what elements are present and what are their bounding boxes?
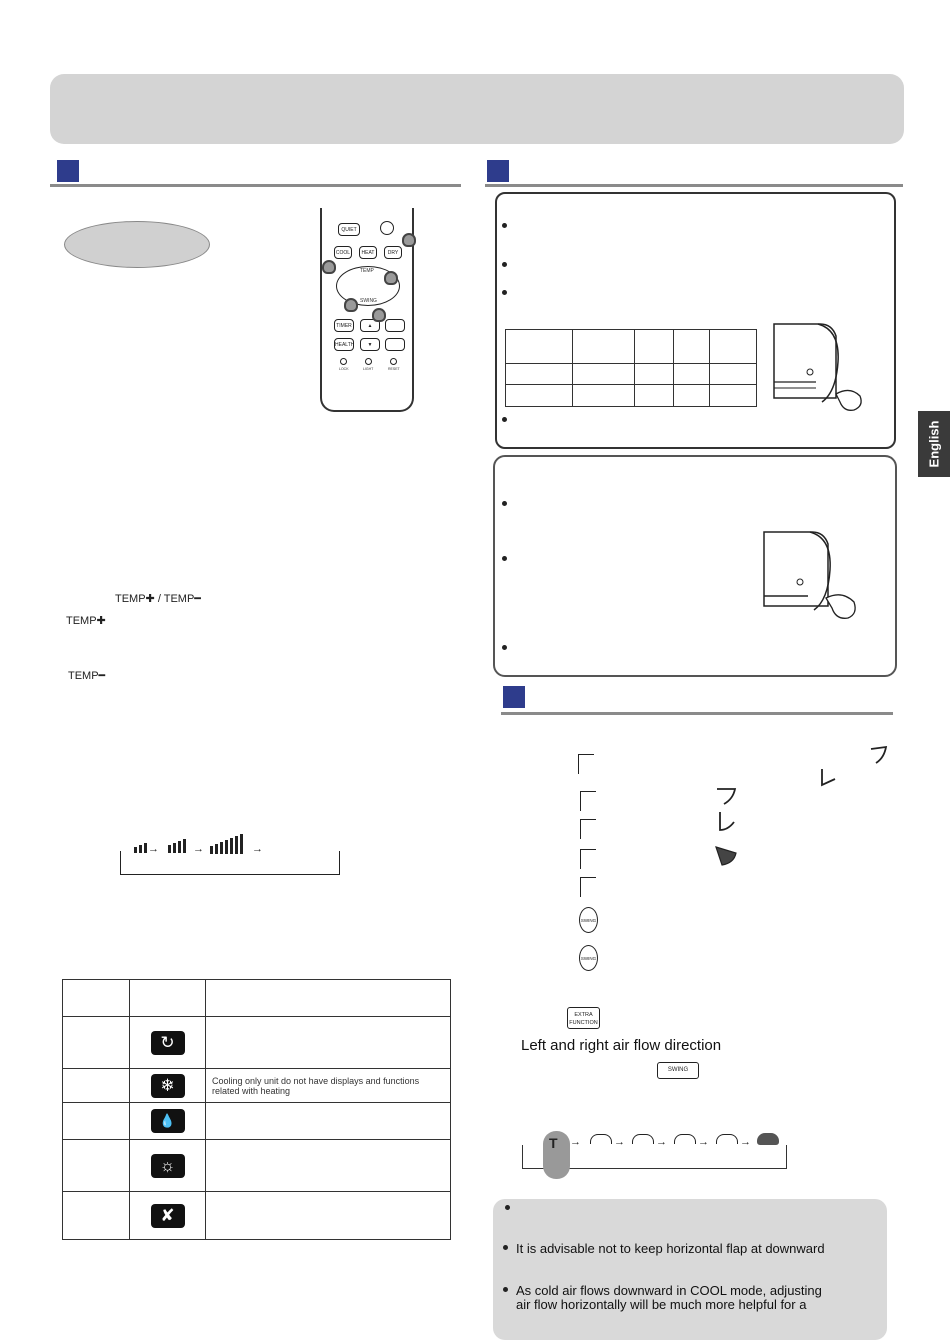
- quiet-button[interactable]: QUIET: [338, 223, 360, 236]
- mode-note: Cooling only unit do not have displays and functions related with heating: [206, 1069, 451, 1103]
- heat-mode-icon: ☼: [151, 1154, 185, 1178]
- reset-label: RESET: [388, 367, 400, 371]
- up-button[interactable]: ▲: [360, 319, 380, 332]
- light-label: LIGHT: [363, 367, 374, 371]
- bullet: [503, 1245, 508, 1250]
- cool-mode-icon: ❄: [151, 1074, 185, 1098]
- bullet: [502, 556, 507, 561]
- section-marker-airflow: [503, 686, 525, 708]
- swing-label: SWING: [360, 298, 377, 304]
- arrow-icon: →: [740, 1136, 751, 1148]
- down-button[interactable]: ▼: [360, 338, 380, 351]
- light-icon[interactable]: [365, 358, 372, 365]
- bullet: [502, 290, 507, 295]
- mode-note: [206, 1103, 451, 1140]
- finger-press-icon: [344, 298, 358, 312]
- section-rule-right: [485, 184, 903, 187]
- louver-swing-icon: [757, 1133, 779, 1145]
- finger-press-icon: [402, 233, 416, 247]
- arrow-icon: →: [193, 843, 204, 855]
- section-marker-right: [487, 160, 509, 182]
- bullet: [503, 1287, 508, 1292]
- heat-button[interactable]: HEAT: [359, 246, 377, 259]
- reset-icon[interactable]: [390, 358, 397, 365]
- temp-label: TEMP: [360, 268, 374, 274]
- header-band: [50, 74, 904, 144]
- flap-position-icon: [578, 754, 594, 774]
- power-icon[interactable]: [380, 221, 394, 235]
- mode-table: [62, 979, 451, 1240]
- dry-button[interactable]: DRY: [384, 246, 402, 259]
- dry-mode-icon: 💧: [151, 1109, 185, 1133]
- indoor-unit-illustration: [762, 530, 860, 622]
- fan-mode-icon: ✘: [151, 1204, 185, 1228]
- finger-press-icon: [322, 260, 336, 274]
- mode-note: [206, 1140, 451, 1192]
- swing-arc-icon: [868, 744, 890, 766]
- fan-speed-high-icon: [210, 834, 243, 854]
- remote-control: [320, 208, 414, 412]
- flap-position-icon: [580, 877, 596, 897]
- language-tab-label: English: [926, 420, 942, 468]
- note-line: air flow horizontally will be much more helpful for a: [516, 1297, 807, 1312]
- timer-button[interactable]: TIMER: [334, 319, 354, 332]
- auto-mode-icon: ↻: [151, 1031, 185, 1055]
- lr-airflow-title: Left and right air flow direction: [521, 1037, 722, 1054]
- arrow-icon: →: [698, 1136, 709, 1148]
- swing-arc-icon: [714, 785, 738, 807]
- note-line: It is advisable not to keep horizontal flap at downward: [516, 1241, 825, 1256]
- temp-minus-label: TEMP━: [68, 670, 106, 682]
- mode-note: [206, 1192, 451, 1240]
- lock-icon[interactable]: [340, 358, 347, 365]
- arrow-icon: →: [148, 843, 159, 855]
- lock-label: LOCK: [339, 367, 349, 371]
- arrow-icon: →: [614, 1136, 625, 1148]
- flap-position-icon: [580, 849, 596, 869]
- language-tab[interactable]: [918, 411, 950, 477]
- swing-full-icon: [714, 845, 738, 867]
- swing-arc-icon: [714, 810, 738, 834]
- louver-position-icon: [716, 1134, 738, 1144]
- mode-note: [206, 1017, 451, 1069]
- heading-oval: [64, 221, 210, 268]
- section-rule-airflow: [501, 712, 893, 715]
- fan-speed-low-icon: [134, 843, 147, 853]
- cool-button[interactable]: COOL: [334, 246, 352, 259]
- finger-press-icon: [384, 271, 398, 285]
- bullet: [502, 501, 507, 506]
- finger-press-icon: [372, 308, 386, 322]
- louver-position-icon: [590, 1134, 612, 1144]
- extra-function-label: EXTRA FUNCTION: [569, 1012, 598, 1026]
- flap-position-icon: [580, 819, 596, 839]
- swing-button[interactable]: SWING: [579, 907, 598, 933]
- temp-plus-minus-label: TEMP✚ / TEMP━: [115, 593, 201, 605]
- bullet: [505, 1205, 510, 1210]
- section-rule-left: [50, 184, 461, 187]
- indoor-unit-illustration: [770, 322, 866, 414]
- arrow-icon: →: [656, 1136, 667, 1148]
- note-box: [493, 1199, 887, 1340]
- swing-button[interactable]: SWING: [579, 945, 598, 971]
- swing-lr-button[interactable]: SWING: [657, 1062, 699, 1079]
- louver-center-icon: T: [549, 1135, 558, 1151]
- fan-speed-mid-icon: [168, 839, 186, 853]
- temp-plus-label: TEMP✚: [66, 615, 106, 627]
- section-marker-left: [57, 160, 79, 182]
- health-button[interactable]: HEALTH: [334, 338, 354, 351]
- bullet: [502, 417, 507, 422]
- extra-function-button[interactable]: [567, 1007, 600, 1029]
- bullet: [502, 645, 507, 650]
- bullet: [502, 223, 507, 228]
- louver-position-icon: [674, 1134, 696, 1144]
- extra-button[interactable]: [385, 319, 405, 332]
- swing-arc-icon: [818, 767, 840, 789]
- small-grid-table: [505, 329, 757, 407]
- note-line: As cold air flows downward in COOL mode, adjusting: [516, 1283, 822, 1298]
- arrow-icon: →: [570, 1136, 581, 1148]
- louver-position-icon: [632, 1134, 654, 1144]
- bullet: [502, 262, 507, 267]
- flap-position-icon: [580, 791, 596, 811]
- clean-button[interactable]: [385, 338, 405, 351]
- arrow-icon: →: [252, 843, 263, 855]
